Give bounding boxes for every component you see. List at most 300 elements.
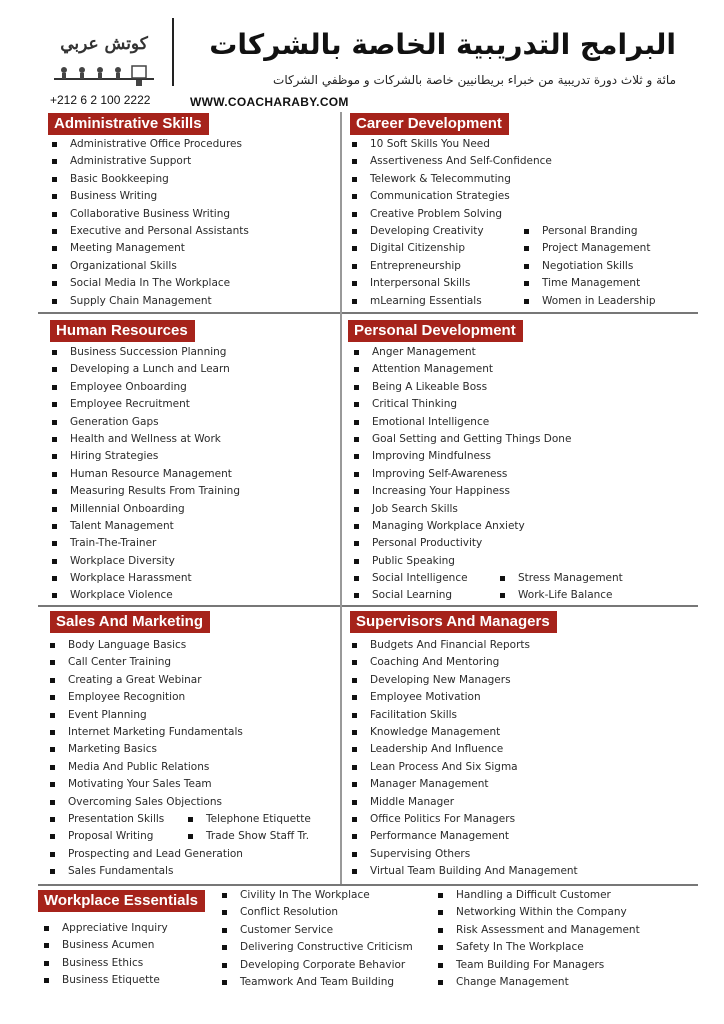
list-item-label: Call Center Training [68, 656, 172, 669]
list-item-label: Collaborative Business Writing [70, 207, 231, 220]
bullet-icon [352, 159, 357, 164]
list-item-label: Train-The-Trainer [70, 537, 157, 550]
section-title-workplace: Workplace Essentials [38, 890, 205, 912]
list-item-label: Women in Leadership [542, 294, 656, 307]
list-item [186, 811, 311, 828]
list-item-label: Budgets And Financial Reports [370, 639, 531, 651]
list-item-label: Human Resource Management [70, 467, 232, 480]
list-item [350, 776, 578, 793]
list-item [350, 171, 552, 188]
list-item [42, 955, 168, 972]
list-item-label: Handling a Difficult Customer [456, 889, 611, 901]
bullet-icon [352, 765, 357, 770]
list-item [50, 258, 249, 275]
sales-list-col2 [186, 811, 311, 846]
bullet-icon [52, 402, 57, 407]
list-item-label: Manager Management [370, 778, 489, 791]
list-item [352, 431, 571, 448]
list-item [350, 188, 552, 205]
list-item-label: Work-Life Balance [518, 589, 613, 602]
list-item-label: Managing Workplace Anxiety [372, 519, 525, 532]
list-item [350, 707, 578, 724]
bullet-icon [52, 541, 57, 546]
bullet-icon [52, 507, 57, 512]
bullet-icon [352, 695, 357, 700]
list-item-label: Executive and Personal Assistants [70, 224, 249, 237]
list-item-label: Employee Recognition [68, 691, 186, 704]
bullet-icon [524, 264, 529, 269]
list-item-label: Social Media In The Workplace [70, 277, 231, 290]
bullet-icon [52, 177, 57, 182]
bullet-icon [188, 817, 193, 822]
list-item [50, 466, 240, 483]
list-item-label: Team Building For Managers [456, 958, 605, 971]
list-item [48, 689, 243, 706]
bullet-icon [352, 852, 357, 857]
list-item-label: Critical Thinking [372, 398, 458, 411]
list-item-label: Media And Public Relations [68, 760, 210, 773]
bullet-icon [438, 910, 443, 915]
list-item [352, 553, 571, 570]
list-item [350, 206, 552, 223]
bullet-icon [222, 963, 227, 968]
section-title-supervisors: Supervisors And Managers [350, 611, 557, 633]
bullet-icon [188, 834, 193, 839]
bullet-icon [222, 945, 227, 950]
list-item [50, 361, 240, 378]
bullet-icon [354, 524, 359, 529]
list-item-label: Creating a Great Webinar [68, 673, 202, 686]
list-item [436, 904, 640, 921]
bullet-icon [44, 943, 49, 948]
bullet-icon [52, 212, 57, 217]
list-item-label: Marketing Basics [68, 743, 157, 756]
list-item-label: Business Writing [70, 190, 158, 203]
bullet-icon [50, 660, 55, 665]
list-item-label: Facilitation Skills [370, 708, 458, 721]
list-item [220, 957, 413, 974]
bullet-icon [52, 437, 57, 442]
list-item-label: Attention Management [372, 363, 493, 376]
list-item [436, 957, 640, 974]
list-item-label: Business Succession Planning [70, 346, 227, 358]
bullet-icon [352, 643, 357, 648]
list-item [350, 654, 578, 671]
list-item [50, 535, 240, 552]
list-item-label: Appreciative Inquiry [62, 922, 168, 934]
workplace-list-col2 [220, 887, 413, 991]
list-item-label: Business Acumen [62, 939, 155, 952]
list-item [350, 153, 552, 170]
list-item [50, 153, 249, 170]
list-item-label: Delivering Constructive Criticism [240, 941, 413, 954]
bullet-icon [354, 385, 359, 390]
list-item-label: Body Language Basics [68, 639, 187, 651]
workplace-list-col1 [42, 920, 168, 990]
bullet-icon [438, 980, 443, 985]
bullet-icon [354, 489, 359, 494]
bullet-icon [52, 142, 57, 147]
list-item [436, 887, 640, 904]
column-divider [340, 112, 342, 884]
bullet-icon [352, 817, 357, 822]
logo-text: كوتش عربي [60, 34, 148, 54]
list-item [42, 937, 168, 954]
bullet-icon [50, 678, 55, 683]
list-item-label: Overcoming Sales Objections [68, 795, 222, 808]
list-item [50, 448, 240, 465]
section-divider [38, 312, 698, 314]
list-item [48, 863, 243, 880]
list-item-label: Employee Onboarding [70, 380, 187, 393]
bullet-icon [52, 350, 57, 355]
bullet-icon [524, 299, 529, 304]
list-item-label: Prospecting and Lead Generation [68, 847, 243, 860]
list-item [352, 414, 571, 431]
list-item-label: Knowledge Management [370, 725, 501, 738]
section-divider [38, 884, 698, 886]
bullet-icon [52, 454, 57, 459]
list-item-label: Entrepreneurship [370, 259, 461, 272]
bullet-icon [50, 817, 55, 822]
bullet-icon [50, 695, 55, 700]
list-item-label: Being A Likeable Boss [372, 380, 488, 393]
bullet-icon [52, 367, 57, 372]
list-item-label: Increasing Your Happiness [372, 485, 510, 498]
bullet-icon [52, 299, 57, 304]
list-item [50, 188, 249, 205]
list-item-label: Middle Manager [370, 795, 455, 808]
logo-figures-icon [52, 62, 156, 88]
bullet-icon [438, 928, 443, 933]
bullet-icon [500, 593, 505, 598]
personal-list-col2 [498, 570, 623, 605]
bullet-icon [222, 980, 227, 985]
list-item [350, 863, 578, 880]
bullet-icon [352, 177, 357, 182]
list-item-label: Developing Corporate Behavior [240, 958, 406, 971]
list-item-label: Improving Self-Awareness [372, 467, 508, 480]
list-item [352, 448, 571, 465]
list-item-label: Emotional Intelligence [372, 415, 490, 428]
list-item-label: Social Learning [372, 589, 453, 602]
bullet-icon [52, 576, 57, 581]
list-item [352, 483, 571, 500]
bullet-icon [352, 299, 357, 304]
bullet-icon [352, 782, 357, 787]
list-item-label: Basic Bookkeeping [70, 172, 169, 185]
administrative-list [50, 136, 249, 310]
list-item-label: Employee Recruitment [70, 398, 190, 411]
list-item [50, 553, 240, 570]
list-item-label: Customer Service [240, 923, 334, 936]
bullet-icon [354, 367, 359, 372]
list-item-label: Performance Management [370, 830, 510, 843]
list-item [50, 240, 249, 257]
list-item-label: Networking Within the Company [456, 906, 627, 919]
list-item-label: Risk Assessment and Management [456, 923, 640, 936]
list-item-label: Supply Chain Management [70, 294, 212, 307]
bullet-icon [352, 229, 357, 234]
bullet-icon [352, 142, 357, 147]
list-item [50, 396, 240, 413]
list-item-label: Developing New Managers [370, 673, 511, 686]
list-item [350, 759, 578, 776]
list-item-label: Negotiation Skills [542, 259, 634, 272]
coach-araby-logo [44, 28, 164, 92]
list-item-label: 10 Soft Skills You Need [370, 138, 490, 150]
list-item-label: Trade Show Staff Tr. [206, 830, 310, 843]
bullet-icon [524, 229, 529, 234]
section-title-career: Career Development [350, 113, 509, 135]
supervisors-list [350, 637, 578, 880]
career-list-col2 [522, 223, 656, 310]
list-item-label: Organizational Skills [70, 259, 177, 272]
bullet-icon [352, 834, 357, 839]
phone-number: +212 6 2 100 2222 [50, 93, 151, 107]
bullet-icon [352, 713, 357, 718]
list-item-label: Change Management [456, 975, 569, 988]
bullet-icon [50, 852, 55, 857]
list-item [350, 741, 578, 758]
bullet-icon [52, 264, 57, 269]
list-item-label: Workplace Harassment [70, 572, 192, 585]
list-item [48, 672, 243, 689]
list-item-label: Meeting Management [70, 242, 185, 255]
list-item [50, 431, 240, 448]
page-header [0, 0, 724, 110]
bullet-icon [354, 576, 359, 581]
bullet-icon [52, 246, 57, 251]
list-item [220, 904, 413, 921]
list-item-label: Motivating Your Sales Team [68, 778, 212, 791]
list-item-label: Stress Management [518, 572, 623, 584]
list-item-label: Teamwork And Team Building [240, 975, 395, 988]
list-item-label: Telephone Etiquette [206, 813, 311, 825]
list-item-label: Business Etiquette [62, 974, 160, 987]
bullet-icon [50, 765, 55, 770]
bullet-icon [52, 524, 57, 529]
list-item [48, 724, 243, 741]
list-item-label: Conflict Resolution [240, 906, 339, 919]
bullet-icon [52, 194, 57, 199]
list-item [48, 794, 243, 811]
list-item [352, 466, 571, 483]
list-item [186, 828, 311, 845]
list-item-label: Workplace Violence [70, 589, 173, 602]
list-item [50, 293, 249, 310]
list-item [50, 136, 249, 153]
list-item [522, 275, 656, 292]
list-item [350, 637, 578, 654]
section-divider [38, 605, 698, 607]
website-link[interactable]: WWW.COACHARABY.COM [190, 95, 349, 109]
section-title-human-resources: Human Resources [50, 320, 195, 342]
list-item [48, 776, 243, 793]
bullet-icon [524, 281, 529, 286]
bullet-icon [438, 893, 443, 898]
list-item [352, 396, 571, 413]
list-item [50, 223, 249, 240]
list-item-label: Lean Process And Six Sigma [370, 760, 518, 773]
list-item-label: Measuring Results From Training [70, 485, 241, 498]
bullet-icon [354, 472, 359, 477]
list-item-label: Improving Mindfulness [372, 450, 491, 463]
list-item [50, 171, 249, 188]
list-item-label: Communication Strategies [370, 190, 510, 203]
bullet-icon [52, 281, 57, 286]
list-item-label: Millennial Onboarding [70, 502, 185, 515]
bullet-icon [50, 713, 55, 718]
list-item-label: Leadership And Influence [370, 743, 504, 756]
list-item [48, 637, 243, 654]
bullet-icon [352, 747, 357, 752]
list-item [522, 258, 656, 275]
list-item-label: Personal Productivity [372, 537, 483, 550]
list-item-label: Sales Fundamentals [68, 865, 174, 878]
bullet-icon [354, 559, 359, 564]
bullet-icon [354, 541, 359, 546]
bullet-icon [50, 782, 55, 787]
bullet-icon [50, 800, 55, 805]
list-item [50, 570, 240, 587]
bullet-icon [52, 159, 57, 164]
list-item [352, 361, 571, 378]
list-item-label: Business Ethics [62, 956, 144, 969]
list-item [50, 483, 240, 500]
bullet-icon [352, 264, 357, 269]
list-item-label: Civility In The Workplace [240, 889, 370, 901]
list-item-label: Coaching And Mentoring [370, 656, 500, 669]
list-item [350, 136, 552, 153]
list-item-label: Presentation Skills [68, 812, 165, 825]
list-item-label: Generation Gaps [70, 415, 159, 428]
list-item-label: Safety In The Workplace [456, 941, 584, 954]
bullet-icon [50, 730, 55, 735]
section-title-administrative: Administrative Skills [48, 113, 209, 135]
list-item [522, 240, 656, 257]
list-item-label: Talent Management [70, 519, 174, 532]
bullet-icon [352, 660, 357, 665]
list-item [42, 972, 168, 989]
header-divider [172, 18, 174, 86]
list-item-label: Digital Citizenship [370, 242, 466, 255]
list-item [436, 922, 640, 939]
list-item-label: Project Management [542, 242, 651, 255]
list-item [220, 922, 413, 939]
bullet-icon [52, 489, 57, 494]
list-item [350, 828, 578, 845]
bullet-icon [50, 834, 55, 839]
bullet-icon [44, 978, 49, 983]
list-item-label: mLearning Essentials [370, 294, 482, 307]
list-item-label: Administrative Office Procedures [70, 138, 242, 150]
list-item [50, 344, 240, 361]
list-item [220, 939, 413, 956]
bullet-icon [352, 678, 357, 683]
list-item-label: Workplace Diversity [70, 554, 175, 567]
list-item-label: Goal Setting and Getting Things Done [372, 432, 572, 445]
bullet-icon [352, 730, 357, 735]
list-item [48, 707, 243, 724]
bullet-icon [44, 926, 49, 931]
list-item-label: Office Politics For Managers [370, 812, 516, 825]
bullet-icon [50, 869, 55, 874]
list-item [350, 846, 578, 863]
page-title: البرامج التدريبية الخاصة بالشركات [209, 28, 676, 61]
list-item [350, 672, 578, 689]
list-item [350, 689, 578, 706]
list-item-label: Hiring Strategies [70, 450, 159, 463]
bullet-icon [50, 643, 55, 648]
list-item [350, 811, 578, 828]
list-item-label: Public Speaking [372, 554, 455, 567]
list-item-label: Telework & Telecommuting [370, 172, 511, 185]
list-item [522, 223, 656, 240]
list-item-label: Internet Marketing Fundamentals [68, 725, 243, 738]
list-item [498, 587, 623, 604]
bullet-icon [352, 869, 357, 874]
bullet-icon [222, 928, 227, 933]
bullet-icon [354, 350, 359, 355]
bullet-icon [352, 281, 357, 286]
workplace-list-col3 [436, 887, 640, 991]
list-item [48, 759, 243, 776]
human-resources-list [50, 344, 240, 605]
list-item-label: Assertiveness And Self-Confidence [370, 155, 552, 168]
list-item [50, 414, 240, 431]
list-item [352, 379, 571, 396]
list-item [352, 501, 571, 518]
bullet-icon [52, 593, 57, 598]
list-item [436, 939, 640, 956]
list-item [48, 654, 243, 671]
list-item-label: Anger Management [372, 346, 476, 358]
bullet-icon [438, 945, 443, 950]
list-item [50, 518, 240, 535]
bullet-icon [352, 194, 357, 199]
list-item [350, 794, 578, 811]
personal-list-col1 [352, 344, 571, 605]
list-item-label: Virtual Team Building And Management [370, 865, 578, 878]
bullet-icon [52, 559, 57, 564]
list-item-label: Developing Creativity [370, 224, 484, 237]
list-item-label: Employee Motivation [370, 691, 481, 704]
bullet-icon [52, 420, 57, 425]
list-item [522, 293, 656, 310]
bullet-icon [524, 246, 529, 251]
section-title-sales: Sales And Marketing [50, 611, 210, 633]
list-item-label: Developing a Lunch and Learn [70, 363, 230, 376]
bullet-icon [438, 963, 443, 968]
bullet-icon [352, 246, 357, 251]
section-title-personal: Personal Development [348, 320, 523, 342]
page-subtitle: مائة و ثلاث دورة تدريبية من خبراء بريطانيين خاصة بالشركات و موظفي الشركات [273, 73, 676, 87]
bullet-icon [44, 961, 49, 966]
bullet-icon [352, 800, 357, 805]
list-item [436, 974, 640, 991]
list-item [50, 587, 240, 604]
list-item [50, 379, 240, 396]
list-item [42, 920, 168, 937]
list-item [352, 535, 571, 552]
bullet-icon [222, 893, 227, 898]
list-item-label: Supervising Others [370, 847, 471, 860]
list-item [498, 570, 623, 587]
bullet-icon [354, 454, 359, 459]
bullet-icon [354, 420, 359, 425]
bullet-icon [352, 212, 357, 217]
